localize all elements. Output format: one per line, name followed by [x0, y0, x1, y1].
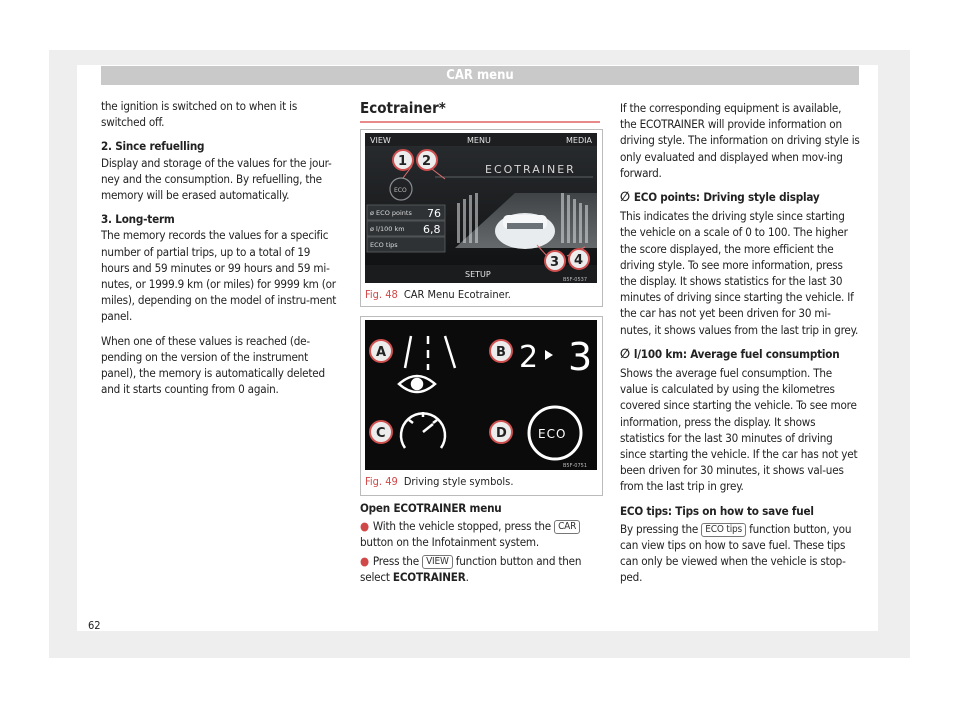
bullet-item: ● With the vehicle stopped, press the CAR button on the Infotainment system. [360, 518, 605, 550]
callout-3 [545, 251, 565, 271]
consumption-value: 6,8 [423, 223, 441, 236]
callout-1 [393, 150, 413, 170]
figure-ecotrainer-menu [360, 129, 603, 307]
subheading: 3. Long-term [101, 212, 175, 227]
subheading: ECO tips: Tips on how to save fuel [620, 503, 814, 518]
paragraph: When one of these values is reached (de-pending on the version of the instrument panel), the memory is automatically deleted and it starts counting from 0 again. [101, 333, 325, 397]
empty-set-icon: ∅ [620, 190, 630, 206]
bullet-item: ● Press the VIEW function button and then select ECOTRAINER. [360, 553, 582, 584]
figure-caption [365, 288, 606, 301]
paragraph: Shows the average fuel consumption. The value is calculated by using the kilometres covered since starting the vehicle. To see more information, press the display. It shows statistics for the last 30 minutes of driving since starting the vehicle. If the car has not yet been driven for 30 minutes, it shows val-ues from the last trip in grey. [620, 366, 858, 494]
tab-menu[interactable]: MENU [467, 136, 491, 145]
caption-text: Driving style symbols. [403, 475, 514, 488]
paragraph: the ignition is switched on to when it is switched off. [101, 99, 298, 130]
tab-view[interactable]: VIEW [370, 136, 391, 145]
gear-from: 2 [519, 340, 539, 375]
svg-text:2: 2 [422, 154, 432, 169]
figure-driving-style-symbols [360, 316, 603, 496]
view-key: VIEW [422, 555, 453, 569]
tab-media[interactable]: MEDIA [566, 136, 592, 145]
subheading: ∅ ECO points: Driving style display [620, 190, 820, 206]
paragraph: If the corresponding equipment is available, the ECOTRAINER will provide information on driving style. The information on driving style is only evaluated and displayed when mov-ing forward. [620, 101, 860, 180]
figure-code: B5F-0537 [563, 277, 588, 283]
consumption-label: ø l/100 km [370, 225, 405, 233]
eco-points-label: ø ECO points [370, 209, 412, 217]
eco-tips-key: ECO tips [701, 523, 746, 537]
svg-text:4: 4 [574, 253, 584, 268]
gear-to: 3 [568, 335, 593, 379]
svg-text:3: 3 [550, 255, 560, 270]
figure-number: Fig. 49 [365, 475, 398, 488]
eco-symbol-label: ECO [538, 427, 567, 441]
column-right [620, 100, 860, 594]
figure-caption [365, 475, 606, 488]
subheading: 2. Since refuelling [101, 139, 205, 154]
setup-button[interactable]: SETUP [465, 270, 491, 279]
label-a [370, 340, 392, 362]
callout-4 [569, 249, 589, 269]
subheading: ∅ l/100 km: Average fuel consumption [620, 346, 840, 362]
paragraph: Display and storage of the values for the jour-ney and the consumption. By refuelling, the memory will be erased automatically. [101, 155, 332, 203]
label-b [490, 340, 512, 362]
paragraph: This indicates the driving style since starting the vehicle on a scale of 0 to 100. The higher the score displayed, the more efficient the driving style. To see more information, press the display. It shows statistics for the last 30 minutes of driving since starting the vehicle. If the car has not yet been driven for 30 mi-nutes, it shows values from the last trip in grey. [620, 209, 859, 337]
bullet-icon: ● [360, 519, 369, 534]
label-d [490, 421, 512, 443]
subheading: Open ECOTRAINER menu [360, 501, 502, 515]
svg-text:D: D [496, 426, 507, 441]
svg-text:1: 1 [398, 154, 408, 169]
car-key: CAR [554, 520, 580, 534]
callout-2 [417, 150, 437, 170]
figure-number: Fig. 48 [365, 288, 398, 301]
eco-points-value: 76 [427, 207, 441, 220]
figure-code: B5F-0751 [563, 463, 588, 469]
page-header: CAR menu [101, 66, 859, 85]
svg-text:B: B [496, 345, 506, 360]
paragraph: The memory records the values for a specific number of partial trips, up to a total of 19 hours and 59 minutes or 99 hours and 59 mi-nutes, or 1999.9 km (or miles) for 9999 km (or miles), depending on the model of instru-ment panel. [101, 228, 337, 324]
section-rule [360, 121, 600, 123]
driving-style-image [365, 320, 597, 470]
paragraph: By pressing the ECO tips function button, you can view tips on how to save fuel. These tips can only be viewed when the vehicle is stop-ped. [620, 521, 852, 585]
svg-text:C: C [376, 426, 386, 441]
label-c [370, 421, 392, 443]
svg-text:A: A [376, 345, 387, 360]
page-number: 62 [88, 619, 101, 632]
bullet-icon: ● [360, 553, 369, 568]
column-left [101, 98, 341, 405]
column-middle-text [360, 500, 605, 593]
empty-set-icon: ∅ [620, 346, 630, 362]
section-title: Ecotrainer* [360, 99, 446, 117]
eco-label: ECO [394, 187, 407, 194]
ecotrainer-brand: ECOTRAINER [485, 163, 576, 176]
caption-text: CAR Menu Ecotrainer. [403, 288, 511, 301]
ecotrainer-screen-image [365, 133, 597, 283]
eco-tips-label: ECO tips [370, 241, 398, 249]
